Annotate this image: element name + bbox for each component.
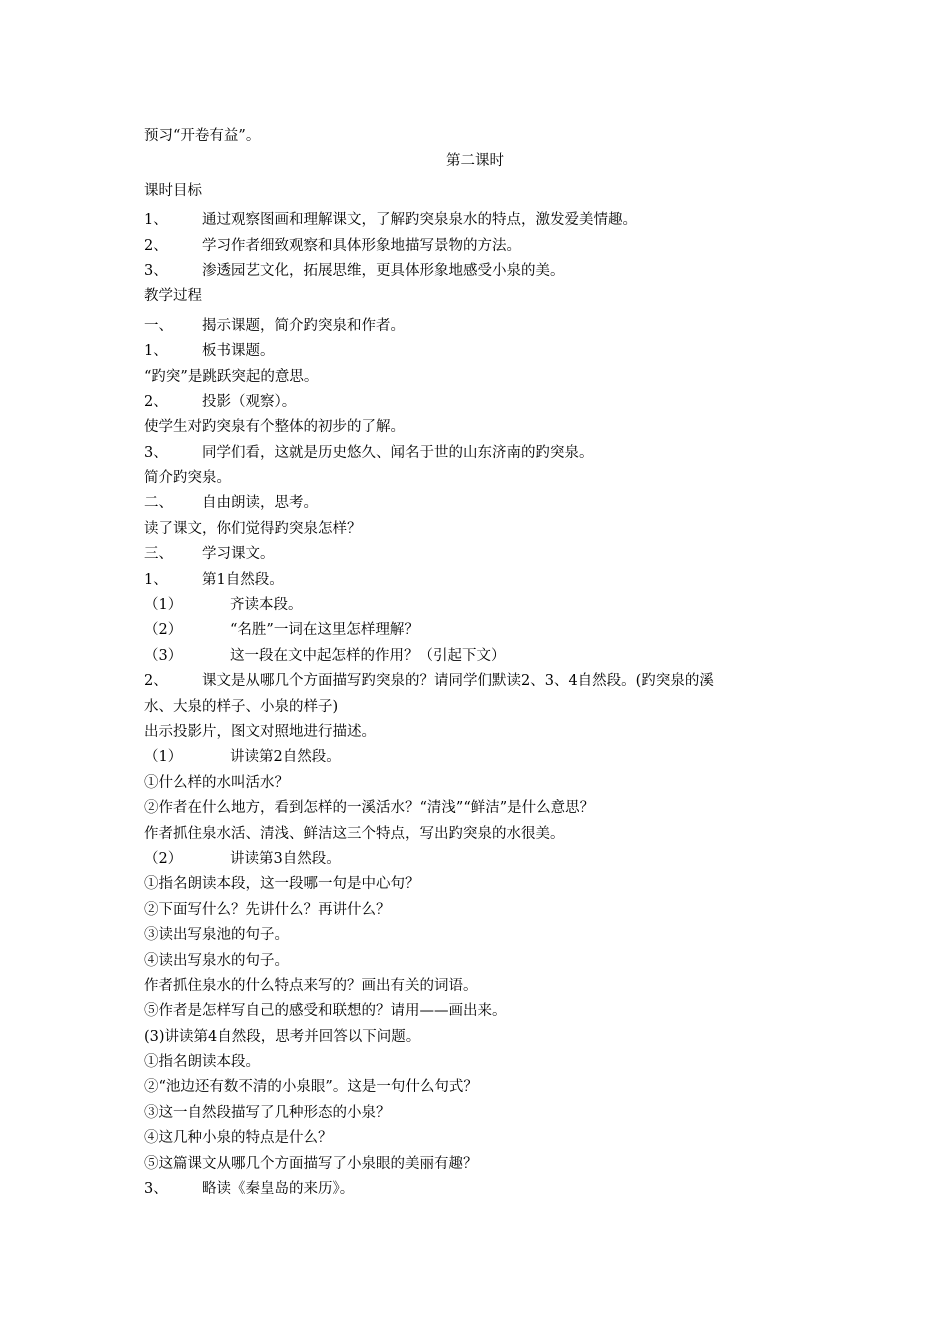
item-text: “名胜”一词在这里怎样理解？ xyxy=(230,622,419,639)
item-text: 略读《秦皇岛的来历》。 xyxy=(202,1181,355,1198)
text-line: 出示投影片，图文对照地进行描述。 xyxy=(144,723,376,740)
text-line: 作者抓住泉水的什么特点来写的？画出有关的词语。 xyxy=(144,977,478,994)
item-number: （2） xyxy=(144,622,183,639)
question-line: ③读出写泉池的句子。 xyxy=(144,927,289,944)
item-text: 板书课题。 xyxy=(202,343,275,360)
process-step xyxy=(144,339,806,364)
question-line: ④这几种小泉的特点是什么？ xyxy=(144,1130,333,1147)
item-number: （3） xyxy=(144,647,183,664)
sub-step xyxy=(144,745,806,770)
text-line: 水、大泉的样子、小泉的样子) xyxy=(144,698,339,715)
lesson-heading: 第二课时 xyxy=(446,153,504,170)
item-number: 3、 xyxy=(144,444,168,461)
item-number: 1、 xyxy=(144,343,168,360)
question-line: ①指名朗读本段。 xyxy=(144,1054,260,1071)
item-text: 讲读第3自然段。 xyxy=(230,850,341,867)
document-page xyxy=(144,124,806,1202)
item-text: 学习课文。 xyxy=(202,546,275,563)
question-line: ②“池边还有数不清的小泉眼”。这是一句什么句式？ xyxy=(144,1079,478,1096)
item-text: 这一段在文中起怎样的作用？（引起下文） xyxy=(230,647,506,664)
process-step xyxy=(144,390,806,415)
text-line: 读了课文，你们觉得趵突泉怎样？ xyxy=(144,520,362,537)
item-number: 2、 xyxy=(144,393,168,410)
item-number: 1、 xyxy=(144,571,168,588)
item-text: 课文是从哪几个方面描写趵突泉的？请同学们默读2、3、4自然段。(趵突泉的溪 xyxy=(202,673,714,690)
item-text: 学习作者细致观察和具体形象地描写景物的方法。 xyxy=(202,237,521,254)
sub-step xyxy=(144,847,806,872)
item-text: 讲读第2自然段。 xyxy=(230,749,341,766)
process-step xyxy=(144,491,806,516)
item-text: 揭示课题，简介趵突泉和作者。 xyxy=(202,317,405,334)
item-number: 2、 xyxy=(144,673,168,690)
item-number: 2、 xyxy=(144,237,168,254)
item-text: 齐读本段。 xyxy=(230,597,303,614)
preview-line: 预习“开卷有益”。 xyxy=(144,128,261,144)
process-step xyxy=(144,568,806,593)
section-title-goals: 课时目标 xyxy=(144,182,202,199)
sub-step xyxy=(144,618,806,643)
item-text: 通过观察图画和理解课文，了解趵突泉泉水的特点，激发爱美情趣。 xyxy=(202,212,637,229)
section-title-process: 教学过程 xyxy=(144,288,202,305)
process-step xyxy=(144,1177,806,1202)
item-number: （1） xyxy=(144,749,183,766)
process-step xyxy=(144,441,806,466)
item-text: 自由朗读，思考。 xyxy=(202,495,318,512)
process-step xyxy=(144,542,806,567)
text-line: 作者抓住泉水活、清浅、鲜洁这三个特点，写出趵突泉的水很美。 xyxy=(144,825,565,842)
item-text: 第1自然段。 xyxy=(202,571,284,588)
item-text: 同学们看，这就是历史悠久、闻名于世的山东济南的趵突泉。 xyxy=(202,444,594,461)
item-number: 二、 xyxy=(144,495,173,512)
text-line: “趵突”是跳跃突起的意思。 xyxy=(144,368,319,385)
question-line: ⑤作者是怎样写自己的感受和联想的？请用——画出来。 xyxy=(144,1003,507,1020)
process-step xyxy=(144,669,806,694)
sub-step xyxy=(144,593,806,618)
item-number: 三、 xyxy=(144,546,173,563)
process-step xyxy=(144,314,806,339)
item-number: 3、 xyxy=(144,1181,168,1198)
question-line: ③这一自然段描写了几种形态的小泉？ xyxy=(144,1104,391,1121)
item-text: 投影（观察）。 xyxy=(202,393,297,410)
goal-item xyxy=(144,234,806,259)
question-line: ②作者在什么地方，看到怎样的一溪活水？“清浅”“鲜洁”是什么意思？ xyxy=(144,800,595,817)
item-number: 3、 xyxy=(144,262,168,279)
item-number: 1、 xyxy=(144,212,168,229)
item-text: 渗透园艺文化，拓展思维，更具体形象地感受小泉的美。 xyxy=(202,262,565,279)
question-line: ⑤这篇课文从哪几个方面描写了小泉眼的美丽有趣？ xyxy=(144,1155,478,1172)
goal-item xyxy=(144,208,806,233)
question-line: ②下面写什么？先讲什么？再讲什么？ xyxy=(144,901,391,918)
question-line: ①指名朗读本段，这一段哪一句是中心句？ xyxy=(144,876,420,893)
sub-step: (3)讲读第4自然段，思考并回答以下问题。 xyxy=(144,1028,421,1045)
question-line: ①什么样的水叫活水？ xyxy=(144,774,289,791)
text-line: 简介趵突泉。 xyxy=(144,470,231,487)
item-number: （2） xyxy=(144,850,183,867)
text-line: 使学生对趵突泉有个整体的初步的了解。 xyxy=(144,419,405,436)
item-number: （1） xyxy=(144,597,183,614)
sub-step xyxy=(144,644,806,669)
item-number: 一、 xyxy=(144,317,173,334)
goal-item xyxy=(144,259,806,284)
question-line: ④读出写泉水的句子。 xyxy=(144,952,289,969)
